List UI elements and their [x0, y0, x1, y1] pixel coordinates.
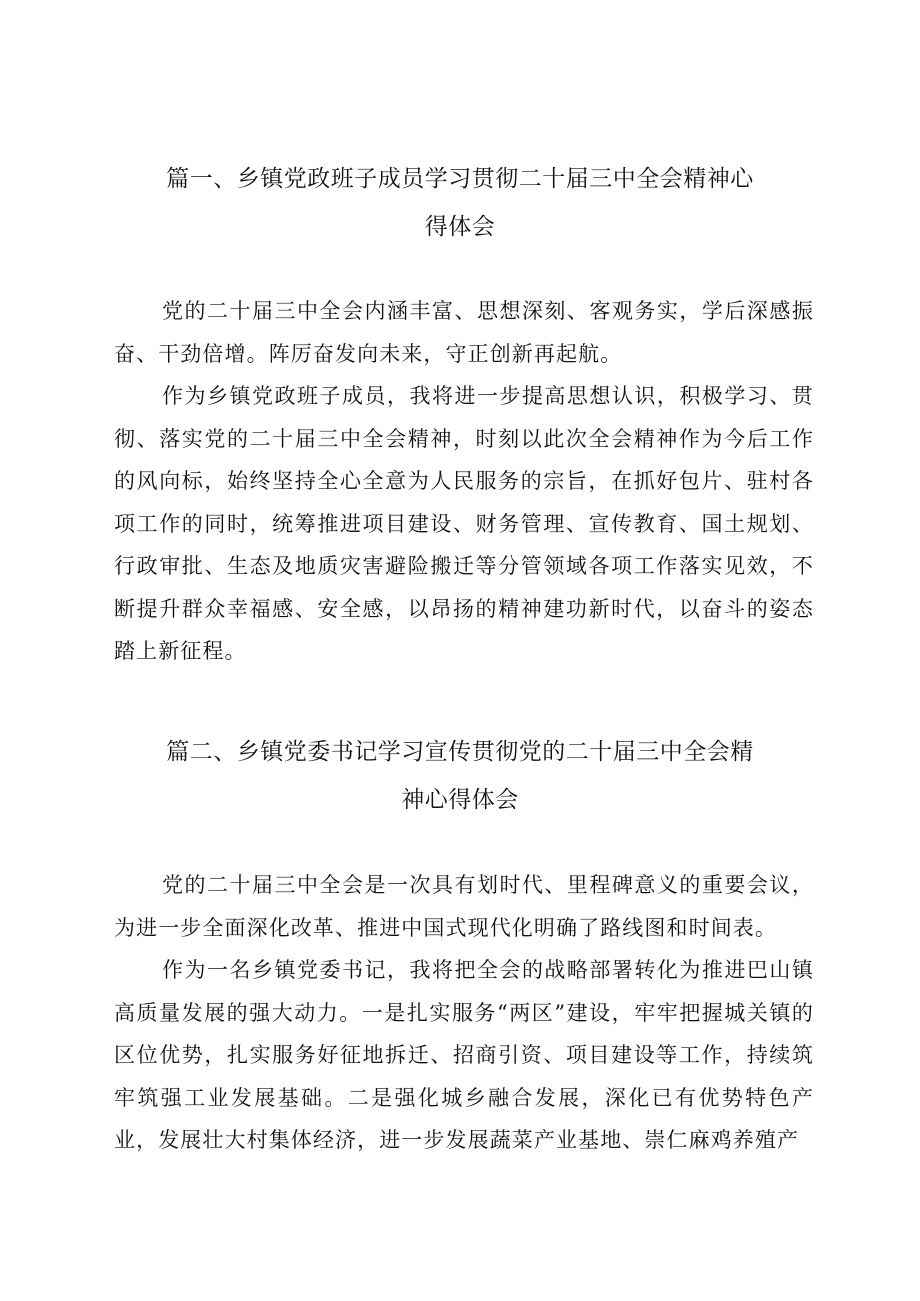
section-1-paragraph-2: 作为乡镇党政班子成员，我将进一步提高思想认识，积极学习、贯彻、落实党的二十届三中全会精神，时刻以此次全会精神作为今后工作的风向标，始终坚持全心全意为人民服务的宗旨，在抓好包片、驻村各项工作的同时，统筹推进项目建设、财务管理、宣传教育、国土规划、行政审批、生态及地质灾害避险搬迁等分管领域各项工作落实见效，不断提升群众幸福感、安全感，以昂扬的精神建功新时代，以奋斗的姿态踏上新征程。: [114, 384, 814, 663]
section-2-paragraph-2: 作为一名乡镇党委书记，我将把全会的战略部署转化为推进巴山镇高质量发展的强大动力。一是扎实服务“两区”建设，牢牢把握城关镇的区位优势，扎实服务好征地拆迁、招商引资、项目建设等工作，持续筑牢筑强工业发展基础。二是强化城乡融合发展，深化已有优势特色产业，发展壮大村集体经济，进一步发展蔬菜产业基地、崇仁麻鸡养殖产: [114, 958, 814, 1152]
section-title-2-line-1: 篇二、乡镇党委书记学习宣传贯彻党的二十届三中全会精: [166, 739, 754, 765]
section-title-2: [110, 728, 810, 824]
section-2-paragraph-1: 党的二十届三中全会是一次具有划时代、里程碑意义的重要会议，为进一步全面深化改革、推进中国式现代化明确了路线图和时间表。: [114, 873, 814, 940]
section-title-2-line-2: 神心得体会: [401, 787, 519, 813]
section-1-paragraph-1: 党的二十届三中全会内涵丰富、思想深刻、客观务实，学后深感振奋、干劲倍增。阵厉奋发向未来，守正创新再起航。: [114, 299, 814, 366]
section-title-1: [110, 155, 810, 251]
section-title-1-line-2: 得体会: [424, 214, 496, 240]
section-title-1-line-1: 篇一、乡镇党政班子成员学习贯彻二十届三中全会精神心: [166, 166, 754, 192]
